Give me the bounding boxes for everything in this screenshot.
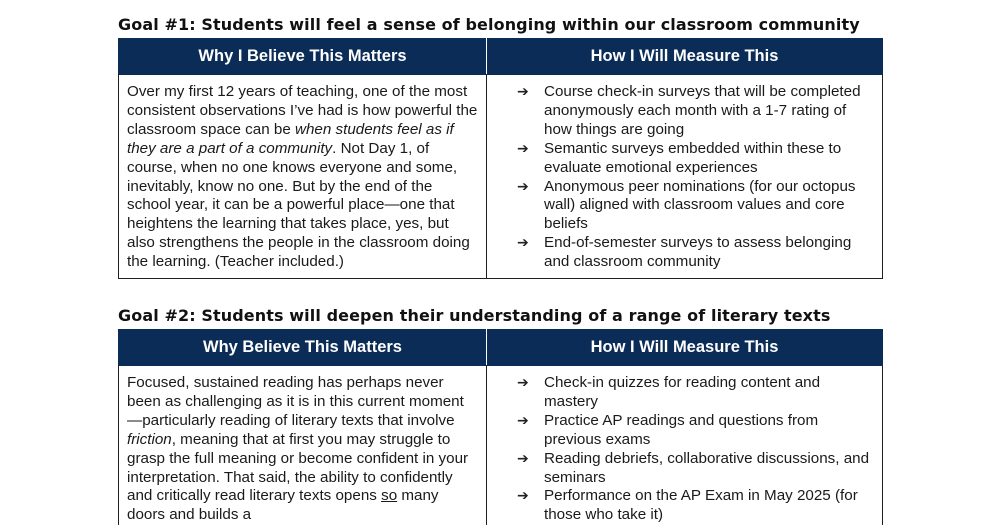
goal-1-rationale-emphasis: when students feel as if they are a part of a community [127,120,454,157]
goal-2-measures-cell [487,366,883,525]
measure-text: Semantic surveys embedded within these to evaluate emotional experiences [544,139,842,176]
arrow-icon: ➔ [517,450,529,467]
measure-text: End-of-semester surveys to assess belonging and classroom community [544,234,852,271]
goal-2-rationale-text-end: many doors and builds a [127,487,439,524]
list-item [495,412,874,450]
arrow-icon: ➔ [517,412,529,429]
goal-2-title: Goal #2: Students will deepen their understanding of a range of literary texts [118,306,831,325]
goal-1-measures-list [495,83,874,272]
goal-2-measures-list [495,374,874,525]
list-item [495,140,874,178]
arrow-icon: ➔ [517,84,529,100]
list-item [495,83,874,140]
goal-1-header-row [119,39,883,75]
goal-1-title: Goal #1: Students will feel a sense of belonging within our classroom community [118,15,860,34]
measure-text: Reading debriefs, collaborative discussions, and seminars [544,449,870,486]
goal-1-body-row [119,75,883,279]
arrow-icon: ➔ [517,488,529,505]
goal-2-rationale-text-mid: , meaning that at first you may struggle to grasp the full meaning or become confident in your interpretation. That said, the ability to confidently and critically read literary texts opens [127,430,469,505]
goal-2-rationale-cell [119,366,487,525]
goal-1-table [118,38,883,279]
arrow-icon: ➔ [517,235,529,252]
goal-1-rationale-text-end: . Not Day 1, of course, when no one knows everyone and some, inevitably, know no one. But by the end of the school year, it can be a powerful place—one that heightens the learning that takes place, yes, but also strengthens the people in the classroom doing the learning. (Teacher included.) [127,139,470,271]
arrow-icon: ➔ [517,375,529,391]
goal-1-rationale [127,83,478,272]
measure-text: Practice AP readings and questions from previous exams [544,411,819,448]
list-item [495,487,874,525]
arrow-icon: ➔ [517,178,529,195]
measure-text: Check-in quizzes for reading content and mastery [544,374,821,410]
goal-2-table [118,329,883,525]
goal-1-why-header: Why I Believe This Matters [119,39,487,75]
list-item [495,450,874,488]
goal-1-how-header: How I Will Measure This [487,39,883,75]
measure-text: Anonymous peer nominations (for our octopus wall) aligned with classroom values and core beliefs [544,177,856,233]
goal-2-header-row [119,330,883,366]
list-item [495,234,874,272]
goal-2-why-header: Why Believe This Matters [119,330,487,366]
measure-text: Performance on the AP Exam in May 2025 (for those who take it) [544,487,858,524]
list-item [495,178,874,235]
measure-text: Course check-in surveys that will be completed anonymously each month with a 1-7 rating of how things are going [544,83,861,138]
goal-2-how-header: How I Will Measure This [487,330,883,366]
goal-1-measures-cell [487,75,883,279]
goal-2-rationale [127,374,478,525]
goal-2-rationale-emphasis: friction [127,430,172,448]
goal-2-rationale-text: Focused, sustained reading has perhaps never been as challenging as it is in this current moment—particularly reading of literary texts that involve [127,374,464,429]
goal-1-rationale-cell [119,75,487,279]
list-item [495,374,874,412]
arrow-icon: ➔ [517,140,529,157]
goal-2-rationale-underlined: so [381,487,398,505]
goal-1-rationale-text: Over my first 12 years of teaching, one of the most consistent observations I’ve had is how powerful the classroom space can be [127,83,478,138]
goal-2-body-row [119,366,883,525]
